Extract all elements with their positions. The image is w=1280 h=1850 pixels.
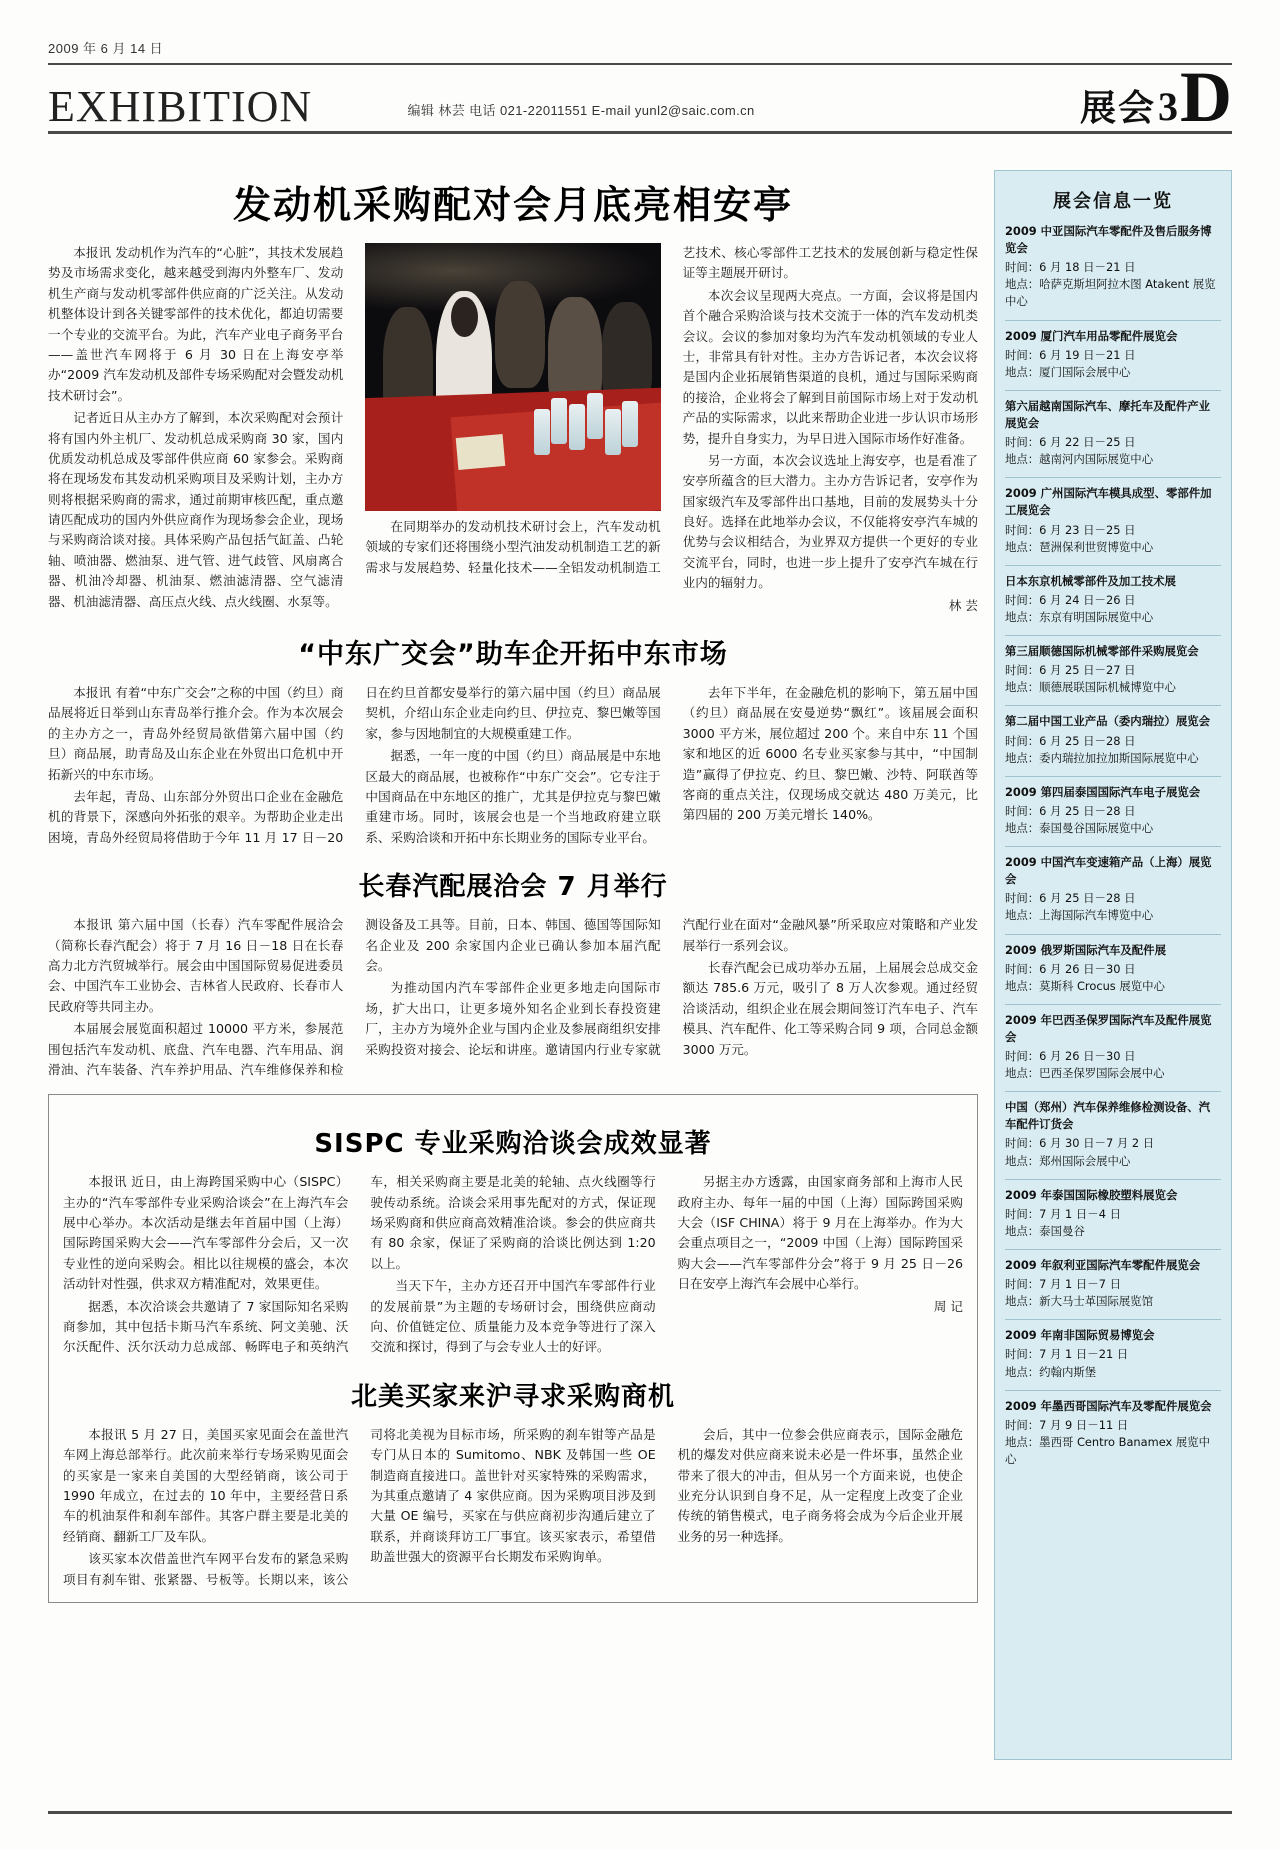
exhibition-time: 时间：6 月 25 日－28 日 [1005,891,1136,906]
exhibition-name: 2009 中国汽车变速箱产品（上海）展览会 [1005,855,1212,887]
list-item [1005,942,1221,995]
exhibition-place: 地点：新大马士革国际展览馆 [1005,1294,1154,1309]
list-item [1005,784,1221,837]
exhibition-listing-rail [994,170,1232,1760]
divider [1005,1091,1221,1092]
photo-person [495,281,545,388]
paragraph: 记者近日从主办方了解到，本次采购配对会预计将有国内外主机厂、发动机总成采购商 30 家，国内优质发动机总成及零部件供应商 60 家参会。采购商将在现场发布其发动机采购项目及采购计划，主办方则将根据采购商的需求，通过前期审核匹配，重点邀请匹配成功的国内外供应商作为现场参会企业，现场与采购商洽谈对接。具体采购产品包括气缸盖、凸轮轴、喷油器、燃油泵、进气管、进气歧管、风扇离合器、机油冷却器、机油泵、燃油滤清器、空气滤清器、机油滤清器、高压点火线、点火线圈、水泵等。 [48,410,344,609]
photo-documents [456,434,506,470]
exhibition-name: 2009 第四届泰国国际汽车电子展览会 [1005,784,1201,799]
photo-bottle [551,398,567,444]
photo-bottle [622,401,638,447]
list-item [1005,1257,1221,1310]
exhibition-name: 日本东京机械零部件及加工技术展 [1005,573,1176,588]
story-middle-east [48,632,978,848]
exhibition-time: 时间：6 月 25 日－27 日 [1005,663,1136,678]
exhibition-place: 地点：莫斯科 Crocus 展览中心 [1005,978,1165,993]
lead-story-headline: 发动机采购配对会月底亮相安亭 [232,183,793,227]
exhibition-name: 第六届越南国际汽车、摩托车及配件产业展览会 [1005,398,1211,430]
exhibition-time: 时间：6 月 22 日－25 日 [1005,435,1136,450]
exhibition-time: 时间：6 月 26 日－30 日 [1005,961,1136,976]
divider [1005,390,1221,391]
exhibition-name: 2009 厦门汽车用品零配件展览会 [1005,328,1178,343]
photo-bottle [534,409,550,455]
section-title-cn: 展会 [1079,88,1156,129]
exhibition-place: 地点：越南河内国际展览中心 [1005,452,1154,467]
exhibition-time: 时间：6 月 25 日－28 日 [1005,803,1136,818]
story-changchun-body [48,915,978,1080]
list-item [1005,398,1221,468]
exhibition-place: 地点：巴西圣保罗国际会展中心 [1005,1066,1165,1081]
story-north-america-body [63,1425,963,1590]
exhibition-name: 中国（郑州）汽车保养维修检测设备、汽车配件订货会 [1005,1100,1211,1132]
paragraph: 在同期举办的发动机技术研讨会上，汽车发动机领域的专家们还将围绕小型汽油发动机制造工艺的新需求与发展趋势、轻量化技术——全铝发动机制造工艺技术、核心零部件工艺技术的发展创新与稳定性保证等主题展开研讨。 [365,245,978,575]
section-brand [1079,56,1232,137]
masthead [48,38,1232,137]
list-item [1005,1327,1221,1380]
paragraph: 本报讯 第六届中国（长春）汽车零配件展洽会（简称长春汽配会）将于 7 月 16 日－18 日在长春高力北方汽贸城举行。展会由中国国际贸易促进委员会、中国汽车工业协会、吉林省人民政府、长春市人民政府等共同主办。 [48,917,344,1014]
divider [1005,320,1221,321]
exhibition-place: 地点：委内瑞拉加拉加斯国际展览中心 [1005,750,1199,765]
exhibition-place: 地点：厦门国际会展中心 [1005,364,1131,379]
story-middle-east-headline: “中东广交会”助车企开拓中东市场 [298,639,728,671]
paragraph: 会后，其中一位参会供应商表示，国际金融危机的爆发对供应商来说未必是一件坏事，虽然企业带来了很大的冲击，但从另一个方面来说，也使企业充分认识到自身不足，从一定程度上改变了企业传统的销售模式，电子商务将会成为今后企业开展业务的另一种选择。 [677,1426,963,1544]
boxed-stories [48,1094,978,1603]
exhibition-name: 2009 俄罗斯国际汽车及配件展 [1005,942,1166,957]
paragraph: 本报讯 发动机作为汽车的“心脏”，其技术发展趋势及市场需求变化，越来越受到海内外整车厂、发动机生产商与发动机零部件供应商的广泛关注。从发动机整体设计到各关键零部件的技术优化，都迫切需要一个专业的交流平台。为此，汽车产业电子商务平台——盖世汽车网将于 6 月 30 日在上海安亭举办“2009 汽车发动机及部件专场采购配对会暨发动机技术研讨会”。 [48,245,344,403]
page-bottom-rule [48,1811,1232,1814]
paragraph: 去年下半年，在金融危机的影响下，第五届中国（约旦）商品展在安曼逆势“飘红”。该届展会面积 3000 平方米，展位超过 200 个。来自中东 11 个国家和地区的近 6000 名专业买家参与其中，“中国制造”赢得了伊拉克、约旦、黎巴嫩、沙特、阿联酋等客商的重点关注，仅现场成交就达 480 万美元，比第四届的 200 万美元增长 140%。 [682,685,978,823]
divider [1005,934,1221,935]
story-north-america-headline: 北美买家来沪寻求采购商机 [350,1381,675,1412]
exhibition-name: 2009 年墨西哥国际汽车及零配件展览会 [1005,1398,1212,1413]
photo-bottle [587,393,603,439]
exhibition-time: 时间：7 月 9 日－11 日 [1005,1417,1129,1432]
exhibition-place: 地点：东京有明国际展览中心 [1005,609,1154,624]
exhibition-place: 地点：上海国际汽车博览中心 [1005,908,1154,923]
exhibition-place: 地点：琶洲保利世贸博览中心 [1005,539,1154,554]
paragraph: 本届展会展览面积超过 10000 平方米，参展范围包括汽车发动机、底盘、汽车电器、汽车用品、润滑油、汽车装备、汽车养护用品、汽车维修保养和检测设备及工具等。目前，日本、韩国、德国等国际知名企业及 200 余家国内企业已确认参加本届汽配会。 [48,917,661,1077]
masthead-bottom-rule [48,131,1232,134]
story-sispc-headline: SISPC 专业采购洽谈会成效显著 [314,1129,712,1160]
list-item [1005,485,1221,555]
conference-photo [365,243,660,511]
exhibition-name: 2009 年泰国国际橡胶塑料展览会 [1005,1187,1178,1202]
divider [1005,635,1221,636]
list-item [1005,854,1221,924]
exhibition-place: 地点：泰国曼谷 [1005,1223,1085,1238]
exhibition-name: 2009 广州国际汽车模具成型、零部件加工展览会 [1005,486,1212,518]
paragraph: 据悉，一年一度的中国（约旦）商品展是中东地区最大的商品展，也被称作“中东广交会”。它专注于中国商品在中东地区的推广，尤其是伊拉克与黎巴嫩重建市场。同时，该展会也是一个当地政府建立联系、采购洽谈和开拓中东长期业务的国际专业平台。 [365,748,661,845]
paragraph: 本报讯 有着“中东广交会”之称的中国（约旦）商品展将近日举到山东青岛举行推介会。作为本次展会的主办方之一，青岛外经贸局欲借第六届中国（约旦）商品展，助青岛及山东企业在外贸出口危机中开拓新兴的中东市场。 [48,685,344,782]
exhibition-time: 时间：6 月 26 日－30 日 [1005,1049,1136,1064]
exhibition-place: 地点：泰国曼谷国际展览中心 [1005,820,1154,835]
list-item [1005,1398,1221,1468]
list-item [1005,573,1221,626]
section-number: 3 [1157,84,1178,129]
exhibition-name: 第三届顺德国际机械零部件采购展览会 [1005,644,1199,659]
paragraph: 去年起，青岛、山东部分外贸出口企业在金融危机的背景下，深感向外拓张的艰辛。为帮助企业走出困境，青岛外经贸局将借助于今年 11 月 17 日－20 日在约旦首都安曼举行的第六届中国（约旦）商品展契机，介绍山东企业走向约旦、伊拉克、黎巴嫩等国家，参与因地制宜的大规模重建工作。 [48,685,661,845]
page-content [48,170,1232,1790]
list-item [1005,643,1221,696]
lead-story-body [48,243,978,616]
exhibition-name: 2009 年叙利亚国际汽车零配件展览会 [1005,1258,1201,1273]
divider [1005,1249,1221,1250]
paragraph: 为推动国内汽车零部件企业更多地走向国际市场，扩大出口，让更多境外知名企业到长春投资建厂，主办方为境外企业与国内企业及参展商组织安排采购投资对接会、论坛和讲座。邀请国内行业专家就汽配行业在面对“金融风暴”所采取应对策略和产业发展举行一系列会议。 [365,917,978,1057]
story-changchun-headline: 长春汽配展洽会 7 月举行 [358,872,668,903]
list-item [1005,1187,1221,1240]
exhibition-place: 地点：哈萨克斯坦阿拉木图 Atakent 展览中心 [1005,277,1216,309]
editor-contact-line: 编辑 林芸 电话 021-22011551 E-mail yunl2@saic.com.cn [407,103,755,118]
paragraph: 本报讯 5 月 27 日，美国买家见面会在盖世汽车网上海总部举行。此次前来举行专场采购见面会的买家是一家来自美国的大型经销商，该公司于 1990 年成立，在过去的 10 年中，主要经营日系车的机油泵件和刹车部件。其客户群主要是北美的经销商、翻新工厂及车队。 [63,1426,349,1544]
paragraph: 长春汽配会已成功举办五届，上届展会总成交金额达 785.6 万元，吸引了 8 万人次参观。通过经贸洽谈活动，组织企业在展会期间签订汽车电子、汽车模具、汽车配件、化工等采购合同 9 项，合同总金额 3000 万元。 [682,959,978,1057]
divider [1005,1319,1221,1320]
exhibition-time: 时间：6 月 19 日－21 日 [1005,347,1136,362]
exhibition-time: 时间：6 月 18 日－21 日 [1005,260,1136,275]
lead-story-byline: 林 芸 [948,597,978,613]
main-column [48,170,978,1603]
section-title-en: EXHIBITION [48,82,313,131]
divider [1005,1179,1221,1180]
paragraph: 本次会议呈现两大亮点。一方面，会议将是国内首个融合采购洽谈与技术交流于一体的汽车发动机类会议。会议的参加对象均为汽车发动机领域的专业人士，非常具有针对性。主办方告诉记者，本次会议将是国内企业拓展销售渠道的良机，通过与国际采购商的接洽，企业将会了解到目前国际市场上对于发动机产品的实际需求，以此来帮助企业进一步认识市场形势，提升自身实力，为早日进入国际市场作好准备。 [682,287,978,446]
story-sispc-byline: 周 记 [933,1298,963,1314]
exhibition-time: 时间：6 月 24 日－26 日 [1005,592,1136,607]
list-item [1005,1099,1221,1169]
list-item [1005,328,1221,381]
exhibition-name: 第二届中国工业产品（委内瑞拉）展览会 [1005,714,1211,729]
paragraph: 另据主办方透露，由国家商务部和上海市人民政府主办、每年一届的中国（上海）国际跨国采购大会（ISF CHINA）将于 9 月在上海举办。作为大会重点项目之一，“2009 中国（上海）国际跨国采购大会——汽车零部件分会”将于 9 月 25 日－26 日在安亭上海汽车会展中心举行。 [677,1174,963,1292]
divider [1005,1004,1221,1005]
photo-bottle [605,409,621,455]
exhibition-time: 时间：6 月 25 日－28 日 [1005,733,1136,748]
paragraph: 当天下午，主办方还召开中国汽车零部件行业的发展前景”为主题的专场研讨会，围绕供应商动向、价值链定位、质量能力及本竞争等进行了深入交流和探讨，得到了与会专业人士的好评。 [370,1278,656,1355]
exhibition-name: 2009 中亚国际汽车零配件及售后服务博览会 [1005,224,1212,256]
issue-date: 2009 年 6 月 14 日 [48,41,164,56]
exhibition-place: 地点：约翰内斯堡 [1005,1364,1097,1379]
list-item [1005,1012,1221,1082]
story-middle-east-body [48,683,978,848]
paragraph: 另一方面，本次会议选址上海安亭，也是看准了安亭所蕴含的巨大潜力。主办方告诉记者，安亭作为国家级汽车及零部件出口基地，目前的发展势头十分良好。选择在此地举办会议，不仅能将安亭汽车城的优势与会议相结合，为业界双方提供一个更好的专业交流平台，同时，也进一步上提升了安亭汽车城在行业内的辐射力。 [682,452,978,591]
exhibition-place: 地点：顺德展联国际机械博览中心 [1005,680,1176,695]
photo-bottle [569,404,585,450]
lead-story [48,174,978,616]
story-changchun [48,866,978,1080]
exhibition-place: 地点：郑州国际会展中心 [1005,1153,1131,1168]
list-item [1005,223,1221,311]
exhibition-place: 地点：墨西哥 Centro Banamex 展览中心 [1005,1434,1211,1467]
exhibition-name: 2009 年南非国际贸易博览会 [1005,1328,1155,1343]
photo-person-head [451,297,478,337]
divider [1005,1390,1221,1391]
list-item [1005,713,1221,766]
exhibition-time: 时间：7 月 1 日－21 日 [1005,1347,1129,1362]
exhibition-time: 时间：6 月 30 日－7 月 2 日 [1005,1136,1155,1151]
divider [1005,477,1221,478]
paragraph: 该买家本次借盖世汽车网平台发布的紧急采购项目有刹车钳、张紧器、号板等。长期以来，该公司将北美视为目标市场，所采购的刹车钳等产品是专门从日本的 Sumitomo、NBK 及韩国一些 OE 制造商直接进口。盖世针对买家特殊的采购需求，为其重点邀请了 4 家供应商。因为采购项目涉及到大量 OE 编号，买家在与供应商初步沟通后建立了联系，并商谈拜访工厂事宜。该买家表示，希望借助盖世强大的资源平台长期发布采购询单。 [63,1426,656,1587]
rail-title: 展会信息一览 [1053,191,1173,212]
divider [1005,776,1221,777]
exhibition-time: 时间：7 月 1 日－7 日 [1005,1277,1121,1292]
paragraph: 本报讯 近日，由上海跨国采购中心（SISPC）主办的“汽车零部件专业采购洽谈会”在上海汽车会展中心举办。本次活动是继去年首届中国（上海）国际跨国采购大会——汽车零部件分会后，又一次专业性的逆向采购会。相比以往规模的盛会，本次活动针对性强，供求双方精准配对，效果更佳。 [63,1174,349,1292]
exhibition-name: 2009 年巴西圣保罗国际汽车及配件展览会 [1005,1012,1212,1044]
paragraph: 据悉，本次洽谈会共邀请了 7 家国际知名采购商参加，其中包括卡斯马汽车系统、阿文美驰、沃尔沃配件、沃尔沃动力总成部、畅晖电子和英纳汽车，相关采购商主要是北美的轮轴、点火线圈等行驶传动系统。洽谈会采用事先配对的方式，保证现场采购商和供应商高效精准洽谈。参会的供应商共有 80 余家，保证了采购商的洽谈比例达到 1:20 以上。 [63,1174,656,1355]
story-sispc-body [63,1172,963,1358]
divider [1005,565,1221,566]
exhibition-time: 时间：6 月 23 日－25 日 [1005,522,1136,537]
divider [1005,846,1221,847]
divider [1005,705,1221,706]
exhibition-time: 时间：7 月 1 日－4 日 [1005,1206,1121,1221]
section-letter: D [1179,56,1232,137]
